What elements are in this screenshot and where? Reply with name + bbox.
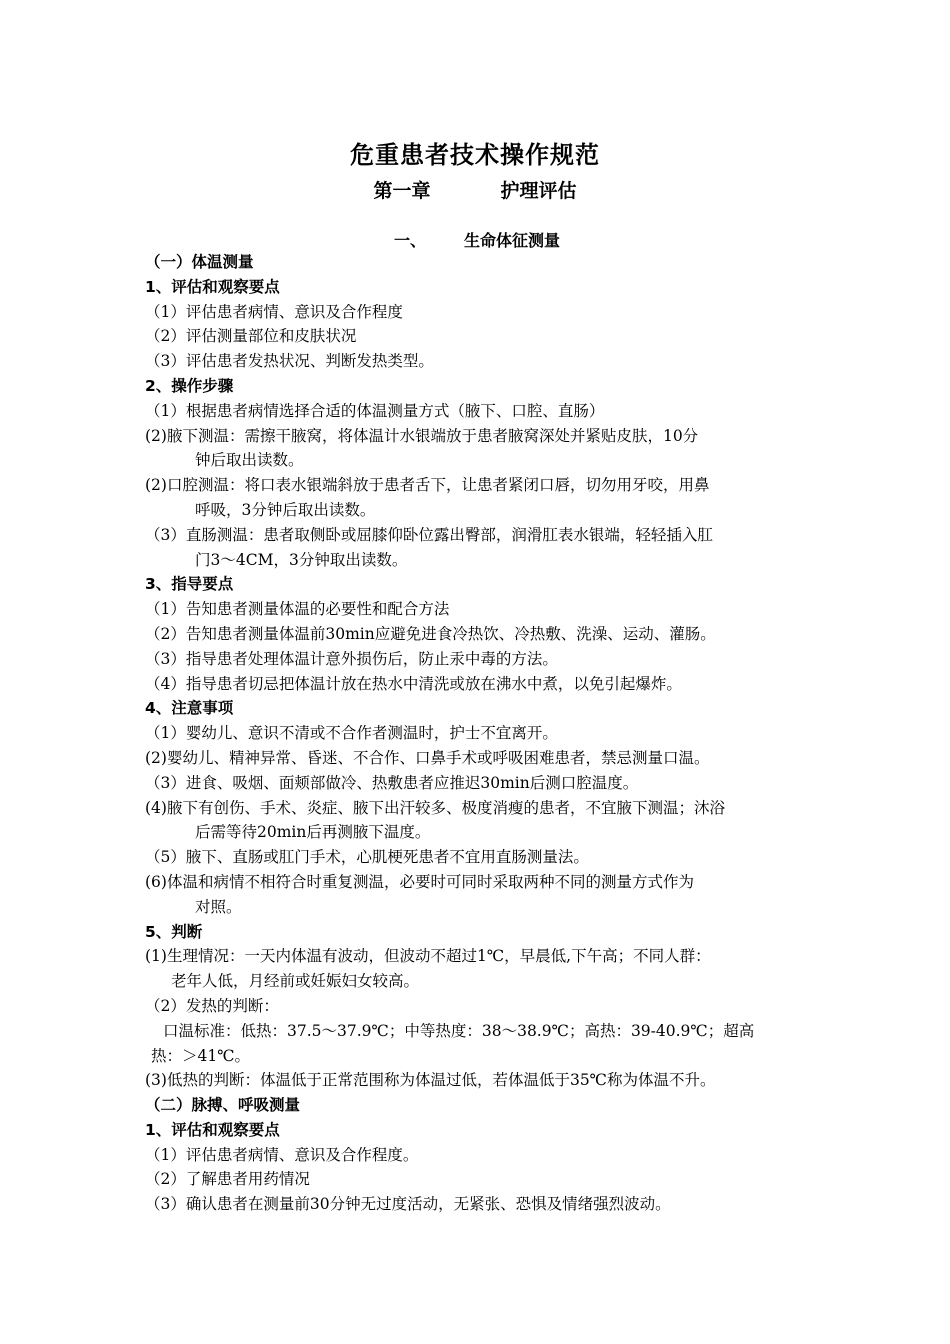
text-line: (3)低热的判断：体温低于正常范围称为体温过低，若体温低于35℃称为体温不升。	[145, 1071, 716, 1090]
text-line: （1）评估患者病情、意识及合作程度	[145, 302, 403, 321]
chapter-name: 护理评估	[500, 180, 577, 202]
text-line: (2)婴幼儿、精神异常、昏迷、不合作、口鼻手术或呼吸困难患者，禁忌测量口温。	[145, 748, 710, 767]
text-line: （4）指导患者切忌把体温计放在热水中清洗或放在沸水中煮，以免引起爆炸。	[145, 674, 682, 693]
text-line: （3）指导患者处理体温计意外损伤后，防止汞中毒的方法。	[145, 649, 558, 668]
subheading: （一）体温测量	[145, 253, 254, 271]
text-line: 呼吸，3分钟后取出读数。	[195, 500, 376, 519]
document-body	[145, 250, 835, 1217]
text-line: (1)生理情况：一天内体温有波动，但波动不超过1℃，早晨低,下午高；不同人群：	[145, 947, 711, 966]
text-line: 对照。	[195, 897, 242, 916]
chapter-heading	[0, 176, 950, 203]
subheading: 3、指导要点	[145, 575, 234, 594]
section-heading	[394, 228, 560, 251]
text-line: 热：＞41℃。	[151, 1046, 251, 1065]
text-line: (6)体温和病情不相符合时重复测温，必要时可同时采取两种不同的测量方式作为	[145, 872, 694, 891]
subheading: （二）脉搏、呼吸测量	[145, 1096, 301, 1115]
text-line: （1）告知患者测量体温的必要性和配合方法	[145, 600, 450, 619]
text-line: （5）腋下、直肠或肛门手术，心肌梗死患者不宜用直肠测量法。	[145, 848, 589, 867]
text-line: （2）告知患者测量体温前30min应避免进食冷热饮、冷热敷、洗澡、运动、灌肠。	[145, 624, 716, 643]
text-line: (2)腋下测温：需擦干腋窝，将体温计水银端放于患者腋窝深处并紧贴皮肤，10分	[145, 426, 699, 445]
subheading: 1、评估和观察要点	[145, 277, 280, 296]
text-line: （3）直肠测温：患者取侧卧或屈膝仰卧位露出臀部，润滑肛表水银端，轻轻插入肛	[145, 525, 713, 544]
text-line: 老年人低，月经前或妊娠妇女较高。	[171, 972, 420, 991]
section-number: 一、	[394, 231, 427, 250]
document-title: 危重患者技术操作规范	[350, 141, 600, 169]
text-line: （2）发热的判断：	[145, 996, 279, 1015]
subheading: 4、注意事项	[145, 699, 234, 718]
chapter-number: 第一章	[373, 180, 431, 202]
subheading: 5、判断	[145, 922, 203, 941]
text-line: 口温标准：低热：37.5～37.9℃；中等热度：38～38.9℃；高热：39-40.9℃；超高	[163, 1021, 755, 1040]
text-line: 后需等待20min后再测腋下温度。	[195, 823, 431, 842]
text-line: (2)口腔测温：将口表水银端斜放于患者舌下，让患者紧闭口唇，切勿用牙咬，用鼻	[145, 476, 710, 495]
text-line: （1）婴幼儿、意识不清或不合作者测温时，护士不宜离开。	[145, 724, 558, 743]
text-line: 门3～4CM，3分钟取出读数。	[195, 550, 408, 569]
text-line: 钟后取出读数。	[195, 451, 304, 470]
text-line: （3）进食、吸烟、面颊部做冷、热敷患者应推迟30min后测口腔温度。	[145, 773, 639, 792]
section-name: 生命体征测量	[464, 231, 561, 250]
text-line: （2）评估测量部位和皮肤状况	[145, 327, 357, 346]
subheading: 1、评估和观察要点	[145, 1120, 280, 1139]
text-line: （1）根据患者病情选择合适的体温测量方式（腋下、口腔、直肠）	[145, 401, 605, 420]
text-line: (4)腋下有创伤、手术、炎症、腋下出汗较多、极度消瘦的患者，不宜腋下测温；沐浴	[145, 798, 725, 817]
text-line: （3）评估患者发热状况、判断发热类型。	[145, 352, 434, 371]
text-line: （2）了解患者用药情况	[145, 1170, 310, 1189]
text-line: （1）评估患者病情、意识及合作程度。	[145, 1145, 419, 1164]
text-line: （3）确认患者在测量前30分钟无过度活动，无紧张、恐惧及情绪强烈波动。	[145, 1195, 671, 1214]
subheading: 2、操作步骤	[145, 376, 234, 395]
